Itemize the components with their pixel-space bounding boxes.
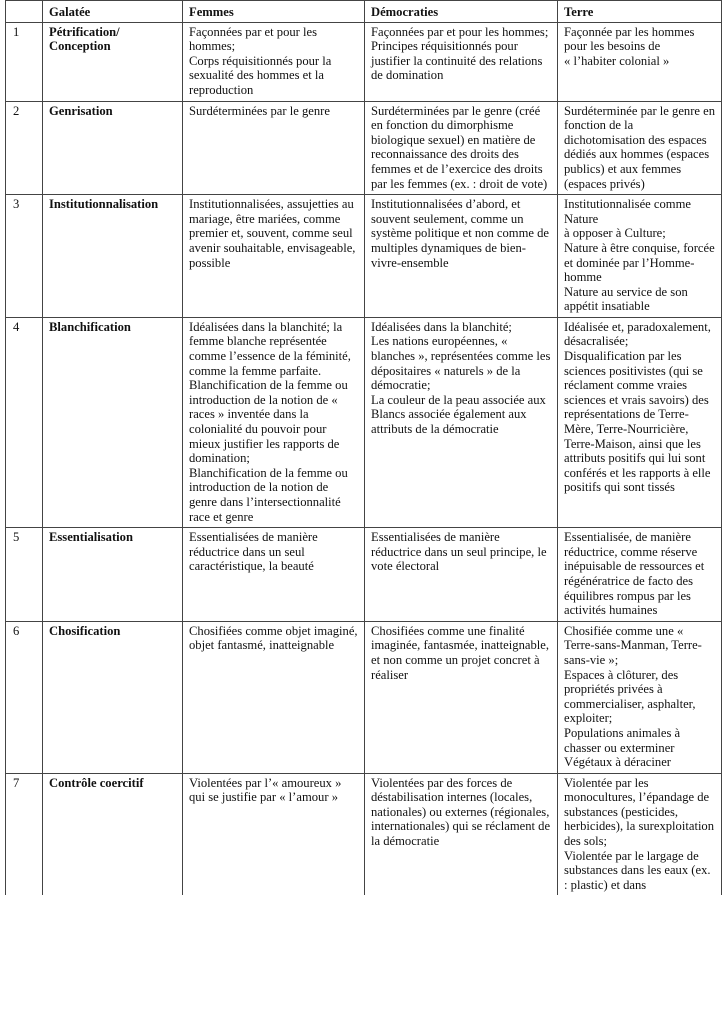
cell-democraties: Essentialisées de manière réductrice dans un seul principe, le vote électoral	[365, 528, 558, 622]
row-number: 3	[6, 195, 43, 318]
comparison-table	[5, 0, 722, 895]
cell-terre: Violentée par les monocultures, l’épandage de substances (pesticides, herbicides), la surexploitation des sols; Violentée par le largage de substances dans les eaux (ex. : plastic) et dans	[558, 773, 722, 895]
row-category: Chosification	[43, 621, 183, 773]
cell-democraties: Surdéterminées par le genre (créé en fonction du dimorphisme biologique sexuel) en matière de reconnaissance des droits des femmes et de l’exercice des droits par les femmes (ex. : droit de vote)	[365, 101, 558, 195]
row-category: Institutionnalisation	[43, 195, 183, 318]
table-row	[6, 621, 722, 773]
cell-femmes: Chosifiées comme objet imaginé, objet fantasmé, inatteignable	[183, 621, 365, 773]
row-category: Blanchification	[43, 317, 183, 527]
table-row	[6, 528, 722, 622]
cell-terre: Façonnée par les hommes pour les besoins de « l’habiter colonial »	[558, 22, 722, 101]
row-number: 6	[6, 621, 43, 773]
cell-democraties: Idéalisées dans la blanchité; Les nations européennes, « blanches », représentées comme les dépositaires « naturels » de la démocratie; La couleur de la peau associée aux Blancs associée également aux attributs de la démocratie	[365, 317, 558, 527]
table-row	[6, 317, 722, 527]
table-row	[6, 195, 722, 318]
table-row	[6, 101, 722, 195]
table-row	[6, 773, 722, 895]
header-terre: Terre	[558, 1, 722, 23]
table-header-row	[6, 1, 722, 23]
header-galatee: Galatée	[43, 1, 183, 23]
cell-femmes: Idéalisées dans la blanchité; la femme blanche représentée comme l’essence de la féminité, comme la femme parfaite. Blanchification de la femme ou introduction de la notion de « races » inventée dans la colonialité du pouvoir pour mieux justifier les rapports de domination; Blanchification de la femme ou introduction de la notion de genre dans l’intersectionnalité race et genre	[183, 317, 365, 527]
row-number: 1	[6, 22, 43, 101]
cell-terre: Surdéterminée par le genre en fonction de la dichotomisation des espaces dédiés aux hommes (espaces publics) et aux femmes (espaces privés)	[558, 101, 722, 195]
cell-terre: Idéalisée et, paradoxalement, désacralisée; Disqualification par les sciences positivistes (qui se réclament comme vraies sciences et vrais savoirs) des représentations de Terre-Mère, Terre-Nourricière, Terre-Maison, ainsi que les attributs positifs qui lui sont conférés et les rapports à elle positifs qui sont tissés	[558, 317, 722, 527]
row-number: 4	[6, 317, 43, 527]
cell-femmes: Violentées par l’« amoureux » qui se justifie par « l’amour »	[183, 773, 365, 895]
row-number: 5	[6, 528, 43, 622]
cell-democraties: Institutionnalisées d’abord, et souvent seulement, comme un système politique et non comme de multiples dynamiques de bien-vivre-ensemble	[365, 195, 558, 318]
row-category: Pétrification/ Conception	[43, 22, 183, 101]
header-number	[6, 1, 43, 23]
row-number: 2	[6, 101, 43, 195]
cell-femmes: Essentialisées de manière réductrice dans un seul caractéristique, la beauté	[183, 528, 365, 622]
cell-femmes: Institutionnalisées, assujetties au mariage, être mariées, comme premier et, souvent, comme seul avenir souhaitable, envisageable, possible	[183, 195, 365, 318]
header-democraties: Démocraties	[365, 1, 558, 23]
table-row	[6, 22, 722, 101]
cell-democraties: Violentées par des forces de déstabilisation internes (locales, nationales) ou externes (régionales, internationales) qui se réclament de la démocratie	[365, 773, 558, 895]
cell-terre: Institutionnalisée comme Nature à opposer à Culture; Nature à être conquise, forcée et dominée par l’Homme-homme Nature au service de son appétit insatiable	[558, 195, 722, 318]
row-category: Genrisation	[43, 101, 183, 195]
cell-terre: Chosifiée comme une « Terre-sans-Manman, Terre-sans-vie »; Espaces à clôturer, des propriétés privées à commercialiser, asphalter, exploiter; Populations animales à chasser ou exterminer Végétaux à déraciner	[558, 621, 722, 773]
row-category: Contrôle coercitif	[43, 773, 183, 895]
cell-terre: Essentialisée, de manière réductrice, comme réserve inépuisable de ressources et régénératrice de facto des équilibres rompus par les activités humaines	[558, 528, 722, 622]
cell-democraties: Façonnées par et pour les hommes; Principes réquisitionnés pour justifier la continuité des relations de domination	[365, 22, 558, 101]
cell-democraties: Chosifiées comme une finalité imaginée, fantasmée, inatteignable, et non comme un projet concret à réaliser	[365, 621, 558, 773]
row-category: Essentialisation	[43, 528, 183, 622]
header-femmes: Femmes	[183, 1, 365, 23]
cell-femmes: Façonnées par et pour les hommes; Corps réquisitionnés pour la sexualité des hommes et la reproduction	[183, 22, 365, 101]
cell-femmes: Surdéterminées par le genre	[183, 101, 365, 195]
row-number: 7	[6, 773, 43, 895]
